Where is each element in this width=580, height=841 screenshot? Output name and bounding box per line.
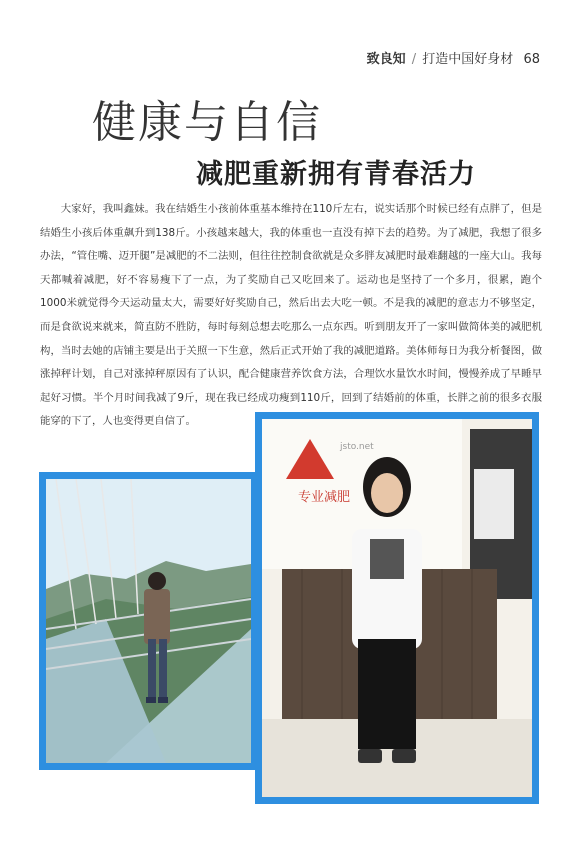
article-body: 大家好，我叫鑫妹。我在结婚生小孩前体重基本维持在110斤左右，说实话那个时候已经有点胖了，但是结婚生小孩后体重飙升到138斤。小孩越来越大，我的体重也一直没有掉下去的趋势。为了减肥，我想了很多办法，“管住嘴、迈开腿”是减肥的不二法则，但往往控制食欲就是众多胖友减肥时最难翻越的一座大山。我每天都喊着减肥，好不容易瘦下了一点，为了奖励自己又吃回来了。运动也是坚持了一个多月，很累，跑个1000米就觉得今天运动量太大，需要好好奖励自己，然后出去大吃一顿。不是我的减肥的意志力不够坚定，而是食欲说来就来，简直防不胜防，每时每刻总想去吃那么一点东西。听到朋友开了一家叫做简体美的减肥机构，当时去她的店铺主要是出于关照一下生意，然后正式开始了我的减肥道路。美体师每日为我分析餐图，做涨掉秤计划，自己对涨掉秤原因有了认识，配合健康营养饮食方法，合理饮水量饮水时间，慢慢养成了早睡早起好习惯。半个月时间我减了9斤，现在我已经成功瘦到110斤，回到了结婚前的体重，长胖之前的很多衣服能穿的下了，人也变得更自信了。 [40,203,542,428]
page-header [367,48,540,67]
section-name: 打造中国好身材 [422,52,514,67]
magazine-brand: 致良知 [366,52,406,67]
glass-bridge-illustration [46,479,251,763]
studio-portrait-illustration [262,419,532,797]
article-subtitle: 减肥重新拥有青春活力 [196,159,476,190]
studio-sign-text: 专业减肥 [298,490,351,505]
photo-glass-bridge [39,472,258,770]
page-number: 68 [523,52,540,67]
studio-logo-text: jsto.net [340,442,374,452]
photo-studio-portrait [255,412,539,804]
article-title: 健康与自信 [92,97,322,148]
header-separator: / [411,52,417,67]
